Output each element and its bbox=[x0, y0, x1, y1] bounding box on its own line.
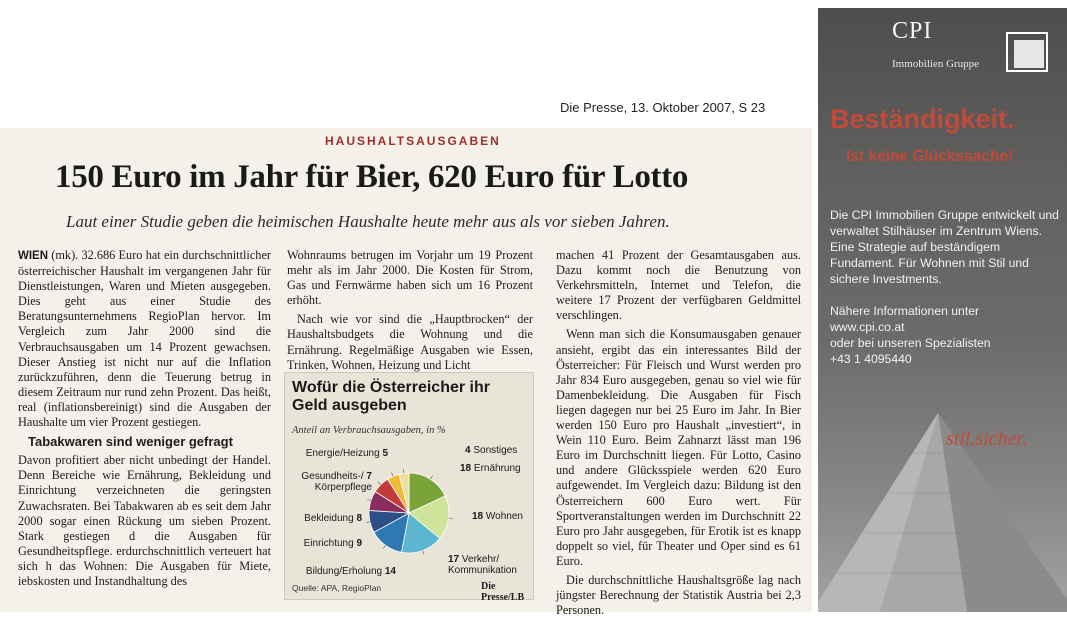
leader-line-2 bbox=[423, 551, 424, 555]
slice-label-2: 17 Verkehr/ Kommunikation bbox=[448, 554, 517, 576]
paragraph: Nach wie vor sind die „Hauptbrocken“ der Haushaltsbudgets die Wohnung und die Ernährung. Regelmäßige Ausgaben wie Essen, Trinken, Wohnen, Heizung und Licht bbox=[287, 312, 533, 372]
ad-contact bbox=[830, 303, 1062, 367]
paragraph: machen 41 Prozent der Gesamtausgaben aus. Dazu kommt noch die Benutzung von Verkehrsmitteln, Internet und Telefon, die weitere 17 Prozent der verfügbaren Geldmittel verschlingen. bbox=[556, 248, 801, 323]
chart-source: Quelle: APA, RegioPlan bbox=[292, 583, 382, 593]
cpi-logo-square-icon bbox=[1014, 40, 1044, 68]
ad-claim-secondary: Ist keine Glückssache! bbox=[846, 148, 1014, 165]
article-subheading: Tabakwaren sind weniger gefragt bbox=[28, 434, 233, 450]
cpi-advertisement[interactable] bbox=[818, 8, 1067, 612]
pie-chart bbox=[285, 373, 533, 599]
ad-website-link[interactable]: www.cpi.co.at bbox=[830, 320, 905, 334]
paragraph: Davon profitiert aber nicht unbedingt der Handel. Denn Bereiche wie Ernährung, Bekleidung und Einrichtung verzeichneten die geringsten Zuwachsraten. Bei Tabakwaren ab es seit dem Jahr 2000 sogar einen Rückung um sieben Prozent. Stark gestiegen d die Ausgaben für Gesundheitspflege. erdurchschnittlich verteuert hat sich h das Wohnen: Die Ausgaben für Miete, iebskosten und Instandhaltung des bbox=[18, 453, 271, 588]
ad-claim: Beständigkeit. bbox=[830, 104, 1015, 134]
publisher-logo: Die Presse/LB bbox=[481, 581, 525, 603]
ad-brand-subtitle: Immobilien Gruppe bbox=[892, 58, 980, 70]
article-subheadline: Laut einer Studie geben die heimischen Haushalte heute mehr aus als vor sieben Jahren. bbox=[66, 212, 670, 231]
slice-label-6: Gesundheits-/ 7 Körperpflege bbox=[301, 471, 372, 493]
leader-line-3 bbox=[383, 545, 385, 548]
pyramid-image bbox=[818, 388, 1067, 612]
slice-label-5: Bekleidung 8 bbox=[304, 513, 362, 524]
slice-label-1: 18 Wohnen bbox=[472, 511, 523, 522]
ad-body bbox=[830, 207, 1062, 367]
ad-slogan: stil.sicher. bbox=[946, 428, 1028, 450]
ad-phone-number: +43 1 4095440 bbox=[830, 352, 912, 366]
paragraph-text: (mk). 32.686 Euro hat ein durchschnittlicher österreichischer Haushalt im vergangenen Jahr für Dienstleistungen, Waren und Mieten ausgegeben. Dies geht aus einer Studie des Beratungsunternehmens RegioPlan hervor. Im Vergleich zum Jahr 2000 sind die Verbrauchsausgaben um 14 Prozent gewachsen. Dieser Anstieg ist nicht nur auf die Inflation zurückzuführen, denn die Teuerung betrug in diesem Zeitraum nur rund zehn Prozent. Das heißt, real (inflationsbereinigt) sind die Ausgaben der Haushalte um vier Prozent gestiegen. bbox=[18, 248, 271, 430]
leader-line-0 bbox=[430, 476, 432, 479]
slice-label-8: 4 Sonstiges bbox=[465, 445, 518, 456]
article-headline: 150 Euro im Jahr für Bier, 620 Euro für Lotto bbox=[55, 159, 689, 195]
chart-subtitle: Anteil an Verbrauchsausgaben, in % bbox=[292, 425, 446, 436]
leader-line-1 bbox=[449, 518, 453, 519]
dateline: WIEN bbox=[18, 250, 49, 262]
leader-line-5 bbox=[367, 499, 371, 500]
leader-line-4 bbox=[366, 522, 370, 523]
source-line: Die Presse, 13. Oktober 2007, S 23 bbox=[560, 100, 766, 115]
ad-description: Die CPI Immobilien Gruppe entwickelt und verwaltet Stilhäuser im Zentrum Wiens. Eine Strategie auf beständigem Fundament. Für Wohnen mit Stil und sichere Investments. bbox=[830, 208, 1059, 286]
slice-label-4: Einrichtung 9 bbox=[303, 538, 362, 549]
leader-line-7 bbox=[392, 473, 394, 477]
slice-label-7: Energie/Heizung 5 bbox=[305, 448, 388, 459]
slice-label-0: 18 Ernährung bbox=[460, 463, 521, 474]
article-column-2 bbox=[287, 248, 533, 377]
chart-title: Wofür die Österreicher ihr Geld ausgeben bbox=[292, 379, 490, 414]
paragraph: Wenn man sich die Konsumausgaben genauer ansieht, ergibt das ein interessantes Bild der Österreicher: Für Fleisch und Wurst werden pro Jahr 834 Euro ausgegeben, genau so viel wie für Damenbekleidung. Die Ausgaben für Fisch liegen dagegen nur bei 25 Euro im Jahr. In Bier werden 150 Euro pro Haushalt „investiert“, in Wein 110 Euro. Beim Zahnarzt lässt man 196 Euro im Durchschnitt liegen. Für Lotto, Casino und andere Glücksspiele werden 620 Euro aufgewendet. Im Vergleich dazu: Bildung ist den Österreichern 600 Euro wert. Für Sportveranstaltungen werden im Durchschnitt 22 Euro pro Jahr ausgegeben, für Erotik ist es knapp doppelt so viel, für Theater und Oper sind es 61 Euro. bbox=[556, 327, 801, 568]
contact-intro: Nähere Informationen unter bbox=[830, 304, 980, 318]
ad-brand: CPI bbox=[892, 18, 933, 44]
leader-line-8 bbox=[404, 469, 405, 473]
paragraph bbox=[18, 248, 271, 430]
paragraph: Die durchschnittliche Haushaltsgröße lag nach jüngster Berechnung der Statistik Austria bei 2,3 Personen. bbox=[556, 572, 801, 618]
infographic-box bbox=[284, 372, 534, 603]
paragraph: Wohnraums betrugen im Vorjahr um 19 Prozent mehr als im Jahr 2000. Die Kosten für Strom, Gas und Fernwärme haben sich um 16 Prozent erhöht. bbox=[287, 248, 533, 308]
leader-line-6 bbox=[378, 482, 381, 485]
slice-label-3: Bildung/Erholung 14 bbox=[305, 566, 396, 577]
article-column-3 bbox=[556, 248, 801, 622]
contact-specialists: oder bei unseren Spezialisten bbox=[830, 336, 991, 350]
article-column-1 bbox=[18, 248, 271, 593]
section-rubric: HAUSHALTSAUSGABEN bbox=[325, 134, 501, 148]
